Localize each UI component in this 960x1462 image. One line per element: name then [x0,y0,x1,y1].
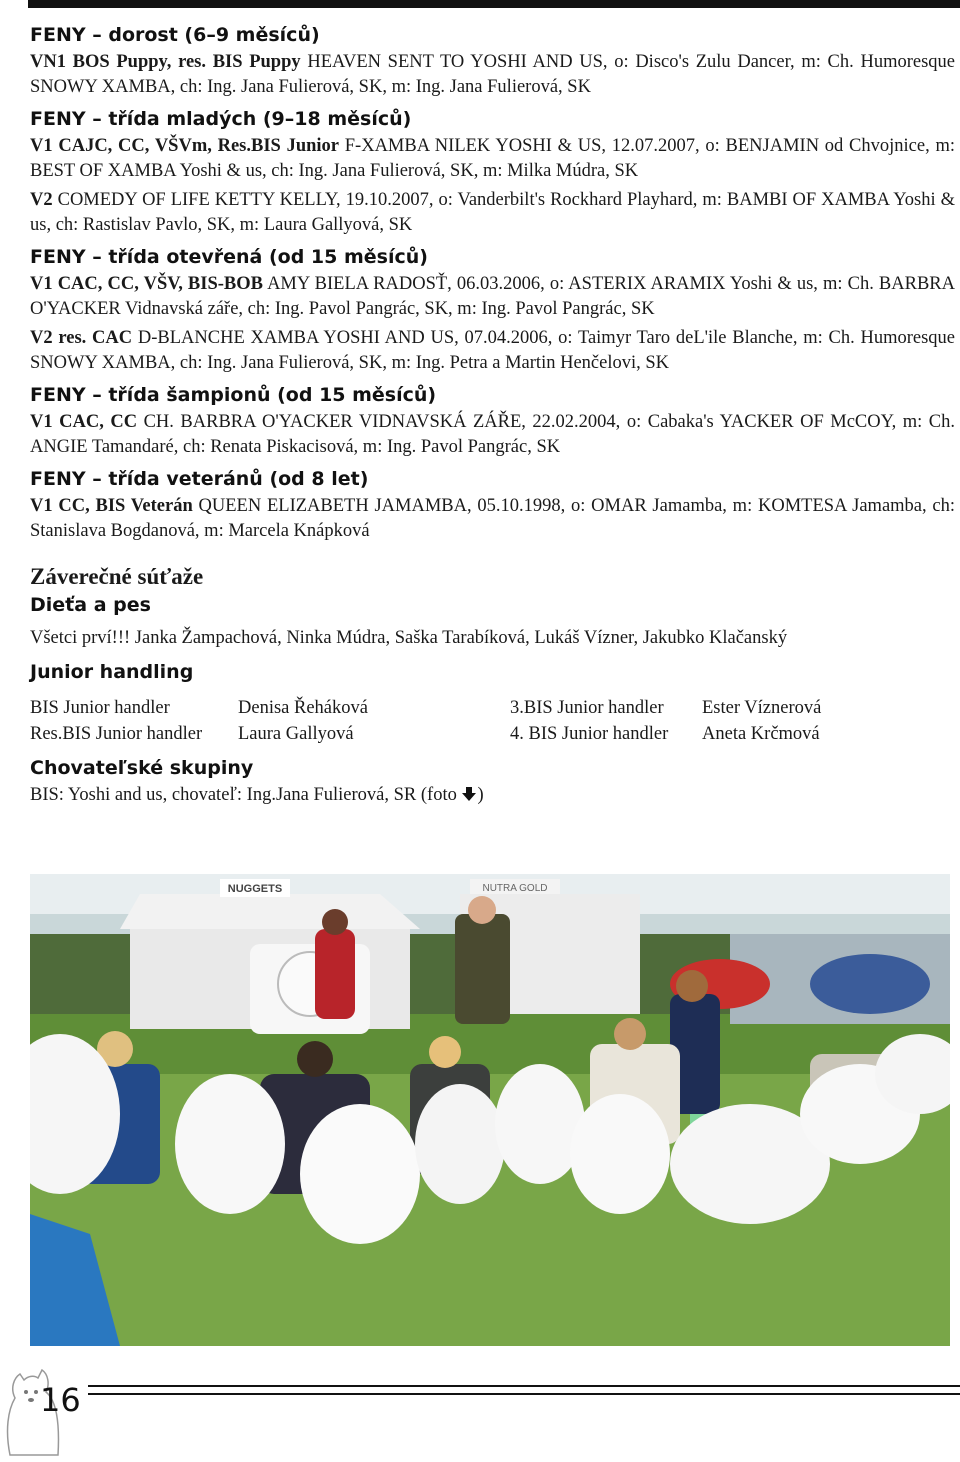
tent-label: NUGGETS [227,883,283,895]
handler-place: 3.BIS Junior handler [510,698,664,718]
page-number: 16 [40,1381,81,1419]
junior-handlers-table [30,695,955,747]
entry-text: COMEDY OF LIFE KETTY KELLY, 19.10.2007, o: Vanderbilt's Rockhard Playhard, m: BAMBI OF XAMBA Yoshi & us, ch: Rastislav Pavlo, SK, m: Laura Gallyová, SK [30,190,955,235]
entry-award: V1 CC, BIS Veterán [30,496,193,516]
entry-award: V1 CAC, CC, VŠV, BIS-BOB [30,274,263,294]
breeder-text-main: BIS: Yoshi and us, chovateľ: Ing.Jana Fulierová, SR (foto [30,785,462,805]
entry-text: D-BLANCHE XAMBA YOSHI AND US, 07.04.2006, o: Taimyr Taro deL'ile Blanche, m: Ch. Humoresque SNOWY XAMBA, ch: Ing. Jana Fulierová, SK, m: Ing. Petra a Martin Henčelovi, SK [30,328,955,373]
handler-place: BIS Junior handler [30,698,170,718]
handler-name: Denisa Řeháková [238,698,368,718]
bottom-rule [88,1385,960,1395]
handler-name: Aneta Krčmová [702,724,820,744]
child-text: Všetci prví!!! Janka Žampachová, Ninka Múdra, Saška Tarabíková, Lukáš Vízner, Jakubko Klačanský [30,628,788,648]
handler-place: 4. BIS Junior handler [510,724,669,744]
entry-award: V1 CAJC, CC, VŠVm, Res.BIS Junior [30,136,340,156]
entry-text: QUEEN ELIZABETH JAMAMBA, 05.10.1998, o: OMAR Jamamba, m: KOMTESA Jamamba, ch: Stanislava Bogdanová, m: Marcela Knápková [30,496,955,541]
entry [30,50,955,100]
section-sampionu [30,380,955,460]
group-photo-illustration [30,874,950,1346]
section-heading: FENY – třída šampionů (od 15 měsíců) [30,384,437,406]
group-photo [30,874,950,1346]
entry-award: V2 res. CAC [30,328,133,348]
section-otevrena [30,242,955,376]
section-dorost [30,20,955,100]
entry [30,272,955,322]
breeder-text-close: ) [477,785,484,805]
entry-award: V1 CAC, CC [30,412,138,432]
section-heading: FENY – třída mladých (9–18 měsíců) [30,108,412,130]
final-title: Záverečné súťaže [30,564,204,589]
document-body [30,20,955,812]
entry [30,188,955,238]
breeder-text [30,783,955,808]
entry-text: F-XAMBA NILEK YOSHI & US, 12.07.2007, o: BENJAMIN od Chvojnice, m: BEST OF XAMBA Yoshi & us, ch: Ing. Jana Fulierová, SK, m: Milka Múdra, SK [30,136,956,181]
entry [30,410,955,460]
section-heading: FENY – třída veteránů (od 8 let) [30,468,369,490]
entry [30,134,955,184]
section-heading: FENY – dorost (6–9 měsíců) [30,24,320,46]
entry-award: VN1 BOS Puppy, res. BIS Puppy [30,52,301,72]
entry [30,494,955,544]
tent-label-2: NUTRA GOLD [482,883,548,894]
top-rule [28,0,960,8]
child-heading: Dieťa a pes [30,594,151,616]
junior-heading: Junior handling [30,661,194,683]
breeder-heading: Chovateľské skupiny [30,757,254,779]
section-heading: FENY – třída otevřená (od 15 měsíců) [30,246,428,268]
arrow-down-icon [461,786,477,802]
section-veteranu [30,464,955,544]
handler-name: Ester Víznerová [702,698,822,718]
entry-text: AMY BIELA RADOSŤ, 06.03.2006, o: ASTERIX ARAMIX Yoshi & us, m: Ch. BARBRA O'YACKER Vidnavská záře, ch: Ing. Pavol Pangrác, SK, m: Ing. Pavol Pangrác, SK [30,274,955,319]
entry-award: V2 [30,190,53,210]
handler-place: Res.BIS Junior handler [30,724,203,744]
entry [30,326,955,376]
entry-text: CH. BARBRA O'YACKER VIDNAVSKÁ ZÁŘE, 22.02.2004, o: Cabaka's YACKER OF McCOY, m: Ch. ANGIE Tamandaré, ch: Renata Piskacisová, m: Ing. Pavol Pangrác, SK [30,412,955,457]
section-mladych [30,104,955,238]
handler-name: Laura Gallyová [238,724,354,744]
entry-text: HEAVEN SENT TO YOSHI AND US, o: Disco's Zulu Dancer, m: Ch. Humoresque SNOWY XAMBA, ch: Ing. Jana Fulierová, SK, m: Ing. Jana Fulierová, SK [30,52,955,97]
